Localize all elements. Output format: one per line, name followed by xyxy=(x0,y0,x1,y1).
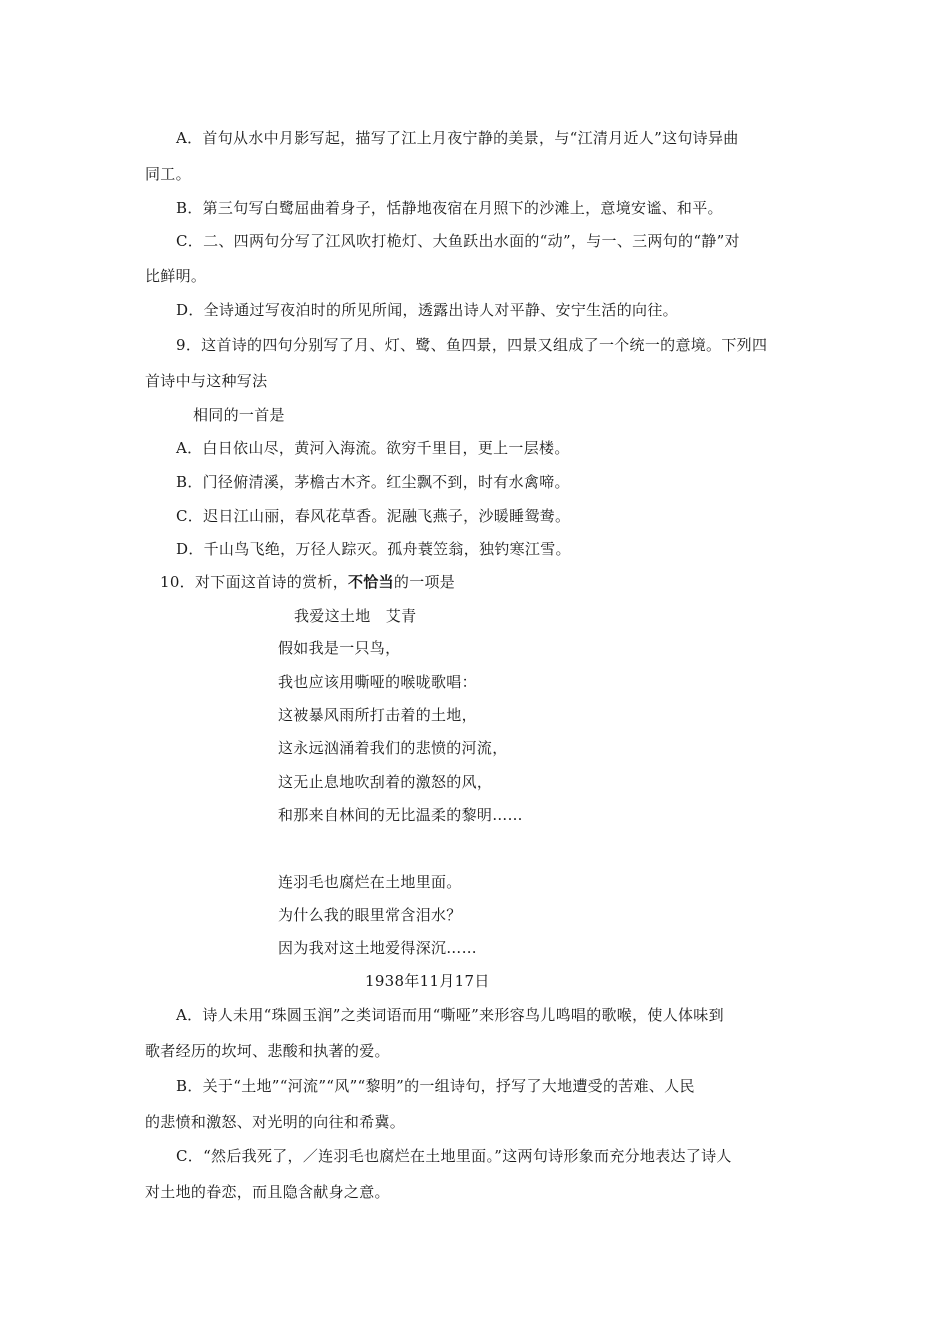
poem-line: 我也应该用嘶哑的喉咙歌唱： xyxy=(278,673,477,691)
q9-option-d: D．千山鸟飞绝，万径人踪灭。孤舟蓑笠翁，独钓寒江雪。 xyxy=(176,540,571,558)
poem-line: 这永远汹涌着我们的悲愤的河流， xyxy=(278,739,508,757)
q10-option-c-line1: C．“然后我死了，／连羽毛也腐烂在土地里面。”这两句诗形象而充分地表达了诗人 xyxy=(176,1147,732,1165)
q8-option-c-line1: C．二、四两句分写了江风吹打桅灯、大鱼跃出水面的“动”，与一、三两句的“静”对 xyxy=(176,232,740,250)
q10-stem-suffix: 的一项是 xyxy=(393,573,456,591)
q10-option-b-line1: B．关于“土地”“河流”“风”“黎明”的一组诗句，抒写了大地遭受的苦难、人民 xyxy=(176,1077,695,1095)
q9-option-b: B．门径俯清溪，茅檐古木齐。红尘飘不到，时有水禽啼。 xyxy=(176,473,570,491)
q10-stem-emphasis: 不恰当 xyxy=(348,573,394,591)
q8-option-b: B．第三句写白鹭屈曲着身子，恬静地夜宿在月照下的沙滩上，意境安谧、和平。 xyxy=(176,199,723,217)
poem-title: 我爱这土地 艾青 xyxy=(294,607,417,625)
q8-option-d: D．全诗通过写夜泊时的所见所闻，透露出诗人对平静、安宁生活的向往。 xyxy=(176,301,678,319)
q9-option-a: A．白日依山尽，黄河入海流。欲穷千里目，更上一层楼。 xyxy=(176,439,570,457)
q8-option-a-line2: 同工。 xyxy=(145,165,191,183)
poem-line: 假如我是一只鸟， xyxy=(278,639,401,657)
q8-option-a-line1: A．首句从水中月影写起，描写了江上月夜宁静的美景，与“江清月近人”这句诗异曲 xyxy=(176,129,739,147)
q10-stem-prefix: 10．对下面这首诗的赏析， xyxy=(160,573,348,591)
q9-stem-line1: 9．这首诗的四句分别写了月、灯、鹭、鱼四景，四景又组成了一个统一的意境。下列四 xyxy=(176,336,768,354)
poem-line: 连羽毛也腐烂在土地里面。 xyxy=(278,873,462,891)
q10-option-c-line2: 对土地的眷恋，而且隐含献身之意。 xyxy=(145,1183,390,1201)
q8-option-c-line2: 比鲜明。 xyxy=(145,267,207,285)
poem-line: 和那来自林间的无比温柔的黎明…… xyxy=(278,806,523,824)
q9-stem-line3: 相同的一首是 xyxy=(193,406,285,424)
poem-line: 这被暴风雨所打击着的土地， xyxy=(278,706,477,724)
q10-option-b-line2: 的悲愤和激怒、对光明的向往和希冀。 xyxy=(145,1113,406,1131)
q10-option-a-line2: 歌者经历的坎坷、悲酸和执著的爱。 xyxy=(145,1042,390,1060)
poem-line: 为什么我的眼里常含泪水？ xyxy=(278,906,462,924)
q10-option-a-line1: A．诗人未用“珠圆玉润”之类词语而用“嘶哑”来形容鸟儿鸣唱的歌喉，使人体味到 xyxy=(176,1006,724,1024)
q10-stem xyxy=(160,572,455,592)
poem-line: 这无止息地吹刮着的激怒的风， xyxy=(278,773,493,791)
poem-date: 1938年11月17日 xyxy=(365,972,490,990)
poem-line: 因为我对这土地爱得深沉…… xyxy=(278,939,477,957)
q9-option-c: C．迟日江山丽，春风花草香。泥融飞燕子，沙暖睡鸳鸯。 xyxy=(176,507,571,525)
q9-stem-line2: 首诗中与这种写法 xyxy=(145,372,268,390)
